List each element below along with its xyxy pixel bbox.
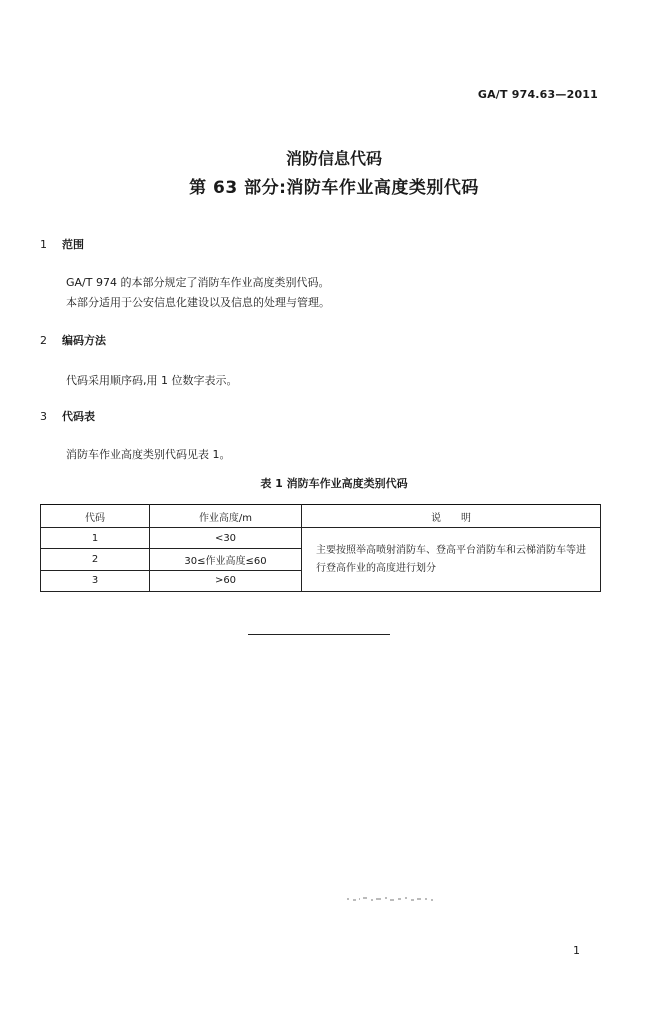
height-cell: <30 xyxy=(150,528,302,549)
code-cell: 2 xyxy=(41,549,150,570)
code-cell: 1 xyxy=(41,528,150,549)
section-number: 3 xyxy=(40,410,47,423)
table-header-row xyxy=(41,505,601,528)
description-cell: 主要按照举高喷射消防车、登高平台消防车和云梯消防车等进行登高作业的高度进行划分 xyxy=(302,528,601,592)
scope-paragraph-2: 本部分适用于公安信息化建设以及信息的处理与管理。 xyxy=(66,296,330,309)
document-title: 消防信息代码 xyxy=(285,149,382,168)
section-title: 代码表 xyxy=(62,410,95,423)
section-title: 编码方法 xyxy=(62,334,106,347)
scan-artifact xyxy=(345,896,445,902)
code-table xyxy=(40,504,601,592)
page-number: 1 xyxy=(573,944,580,957)
coding-method-paragraph: 代码采用顺序码,用 1 位数字表示。 xyxy=(66,374,238,387)
section-title: 范围 xyxy=(62,238,84,251)
section-heading-code-table xyxy=(40,408,95,424)
code-table-paragraph: 消防车作业高度类别代码见表 1。 xyxy=(66,448,231,461)
standard-number: GA/T 974.63—2011 xyxy=(477,88,598,101)
height-cell: >60 xyxy=(150,570,302,591)
code-cell: 3 xyxy=(41,570,150,591)
section-number: 2 xyxy=(40,334,47,347)
section-heading-scope xyxy=(40,236,84,252)
height-cell: 30≤作业高度≤60 xyxy=(150,549,302,570)
header-code: 代码 xyxy=(41,505,150,528)
scope-paragraph-1: GA/T 974 的本部分规定了消防车作业高度类别代码。 xyxy=(66,276,330,289)
section-number: 1 xyxy=(40,238,47,251)
header-description: 说 明 xyxy=(302,505,601,528)
section-heading-coding-method xyxy=(40,332,106,348)
table-row xyxy=(41,528,601,549)
header-height: 作业高度/m xyxy=(150,505,302,528)
end-rule xyxy=(248,634,390,635)
document-subtitle: 第 63 部分:消防车作业高度类别代码 xyxy=(189,178,479,198)
table-caption: 表 1 消防车作业高度类别代码 xyxy=(260,477,408,490)
